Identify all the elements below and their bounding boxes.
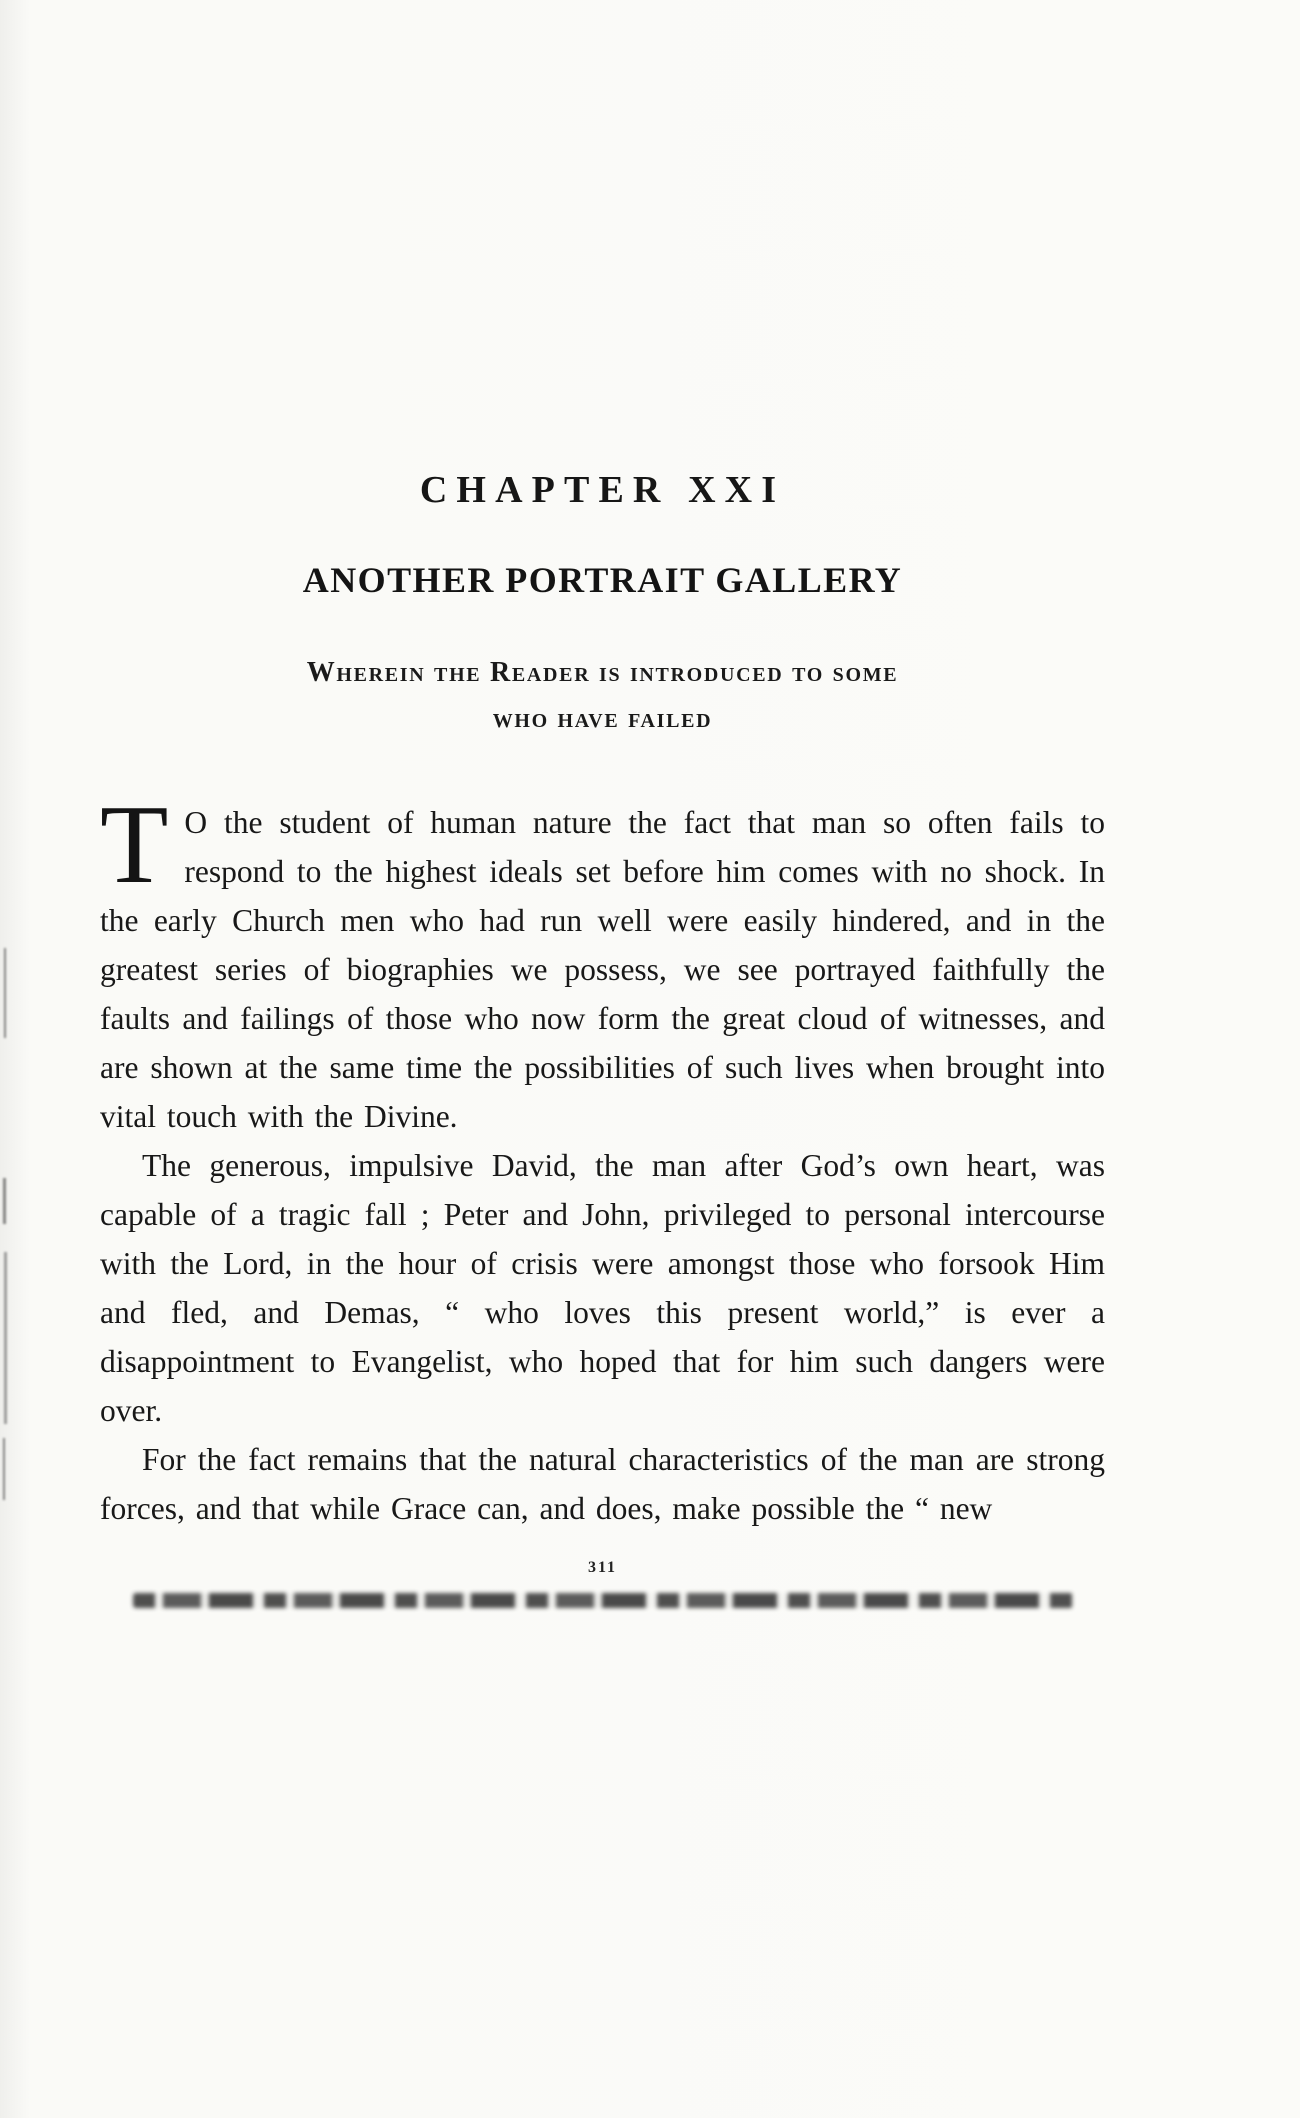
chapter-title: ANOTHER PORTRAIT GALLERY — [302, 560, 903, 600]
scan-artifact — [4, 1252, 7, 1424]
scan-artifact — [3, 1438, 5, 1500]
paragraph-3: For the fact remains that the natural characteristics of the man are strong forces, and that while Grace can, and does, make possible the “ new — [100, 1442, 1105, 1526]
scan-artifact — [3, 1178, 6, 1224]
subtitle-line-2: who have failed — [492, 703, 713, 734]
scan-artifact — [4, 948, 6, 1038]
drop-cap: T — [100, 783, 169, 907]
page-number: 311 — [587, 1559, 618, 1576]
body-text — [100, 783, 1105, 1533]
paragraph-1-text: O the student of human nature the fact that man so often fails to respond to the highest ideals set before him comes with no shock. In the early Church men who had run well were easily hindered, and in the greatest series of biographies we possess, we see portrayed faithfully the faults and failings of those who now form the great cloud of witnesses, and are shown at the same time the possibilities of such lives when brought into vital touch with the Divine. — [100, 805, 1105, 1134]
chapter-subtitle — [100, 650, 1105, 742]
paragraph-2: The generous, impulsive David, the man after God’s own heart, was capable of a tragic fall ; Peter and John, privileged to personal intercourse with the Lord, in the hour of crisis were amongst those who forsook Him and fled, and Demas, “ who loves this present world,” is ever a disappointment to Evangelist, who hoped that for him such dangers were over. — [100, 1148, 1105, 1428]
paragraph-1 — [100, 783, 1105, 1141]
subtitle-line-1: Wherein the Reader is introduced to some — [306, 657, 899, 688]
print-smudge — [133, 1593, 1073, 1608]
chapter-heading: CHAPTER XXI — [419, 469, 786, 511]
page-content — [100, 0, 1105, 1608]
